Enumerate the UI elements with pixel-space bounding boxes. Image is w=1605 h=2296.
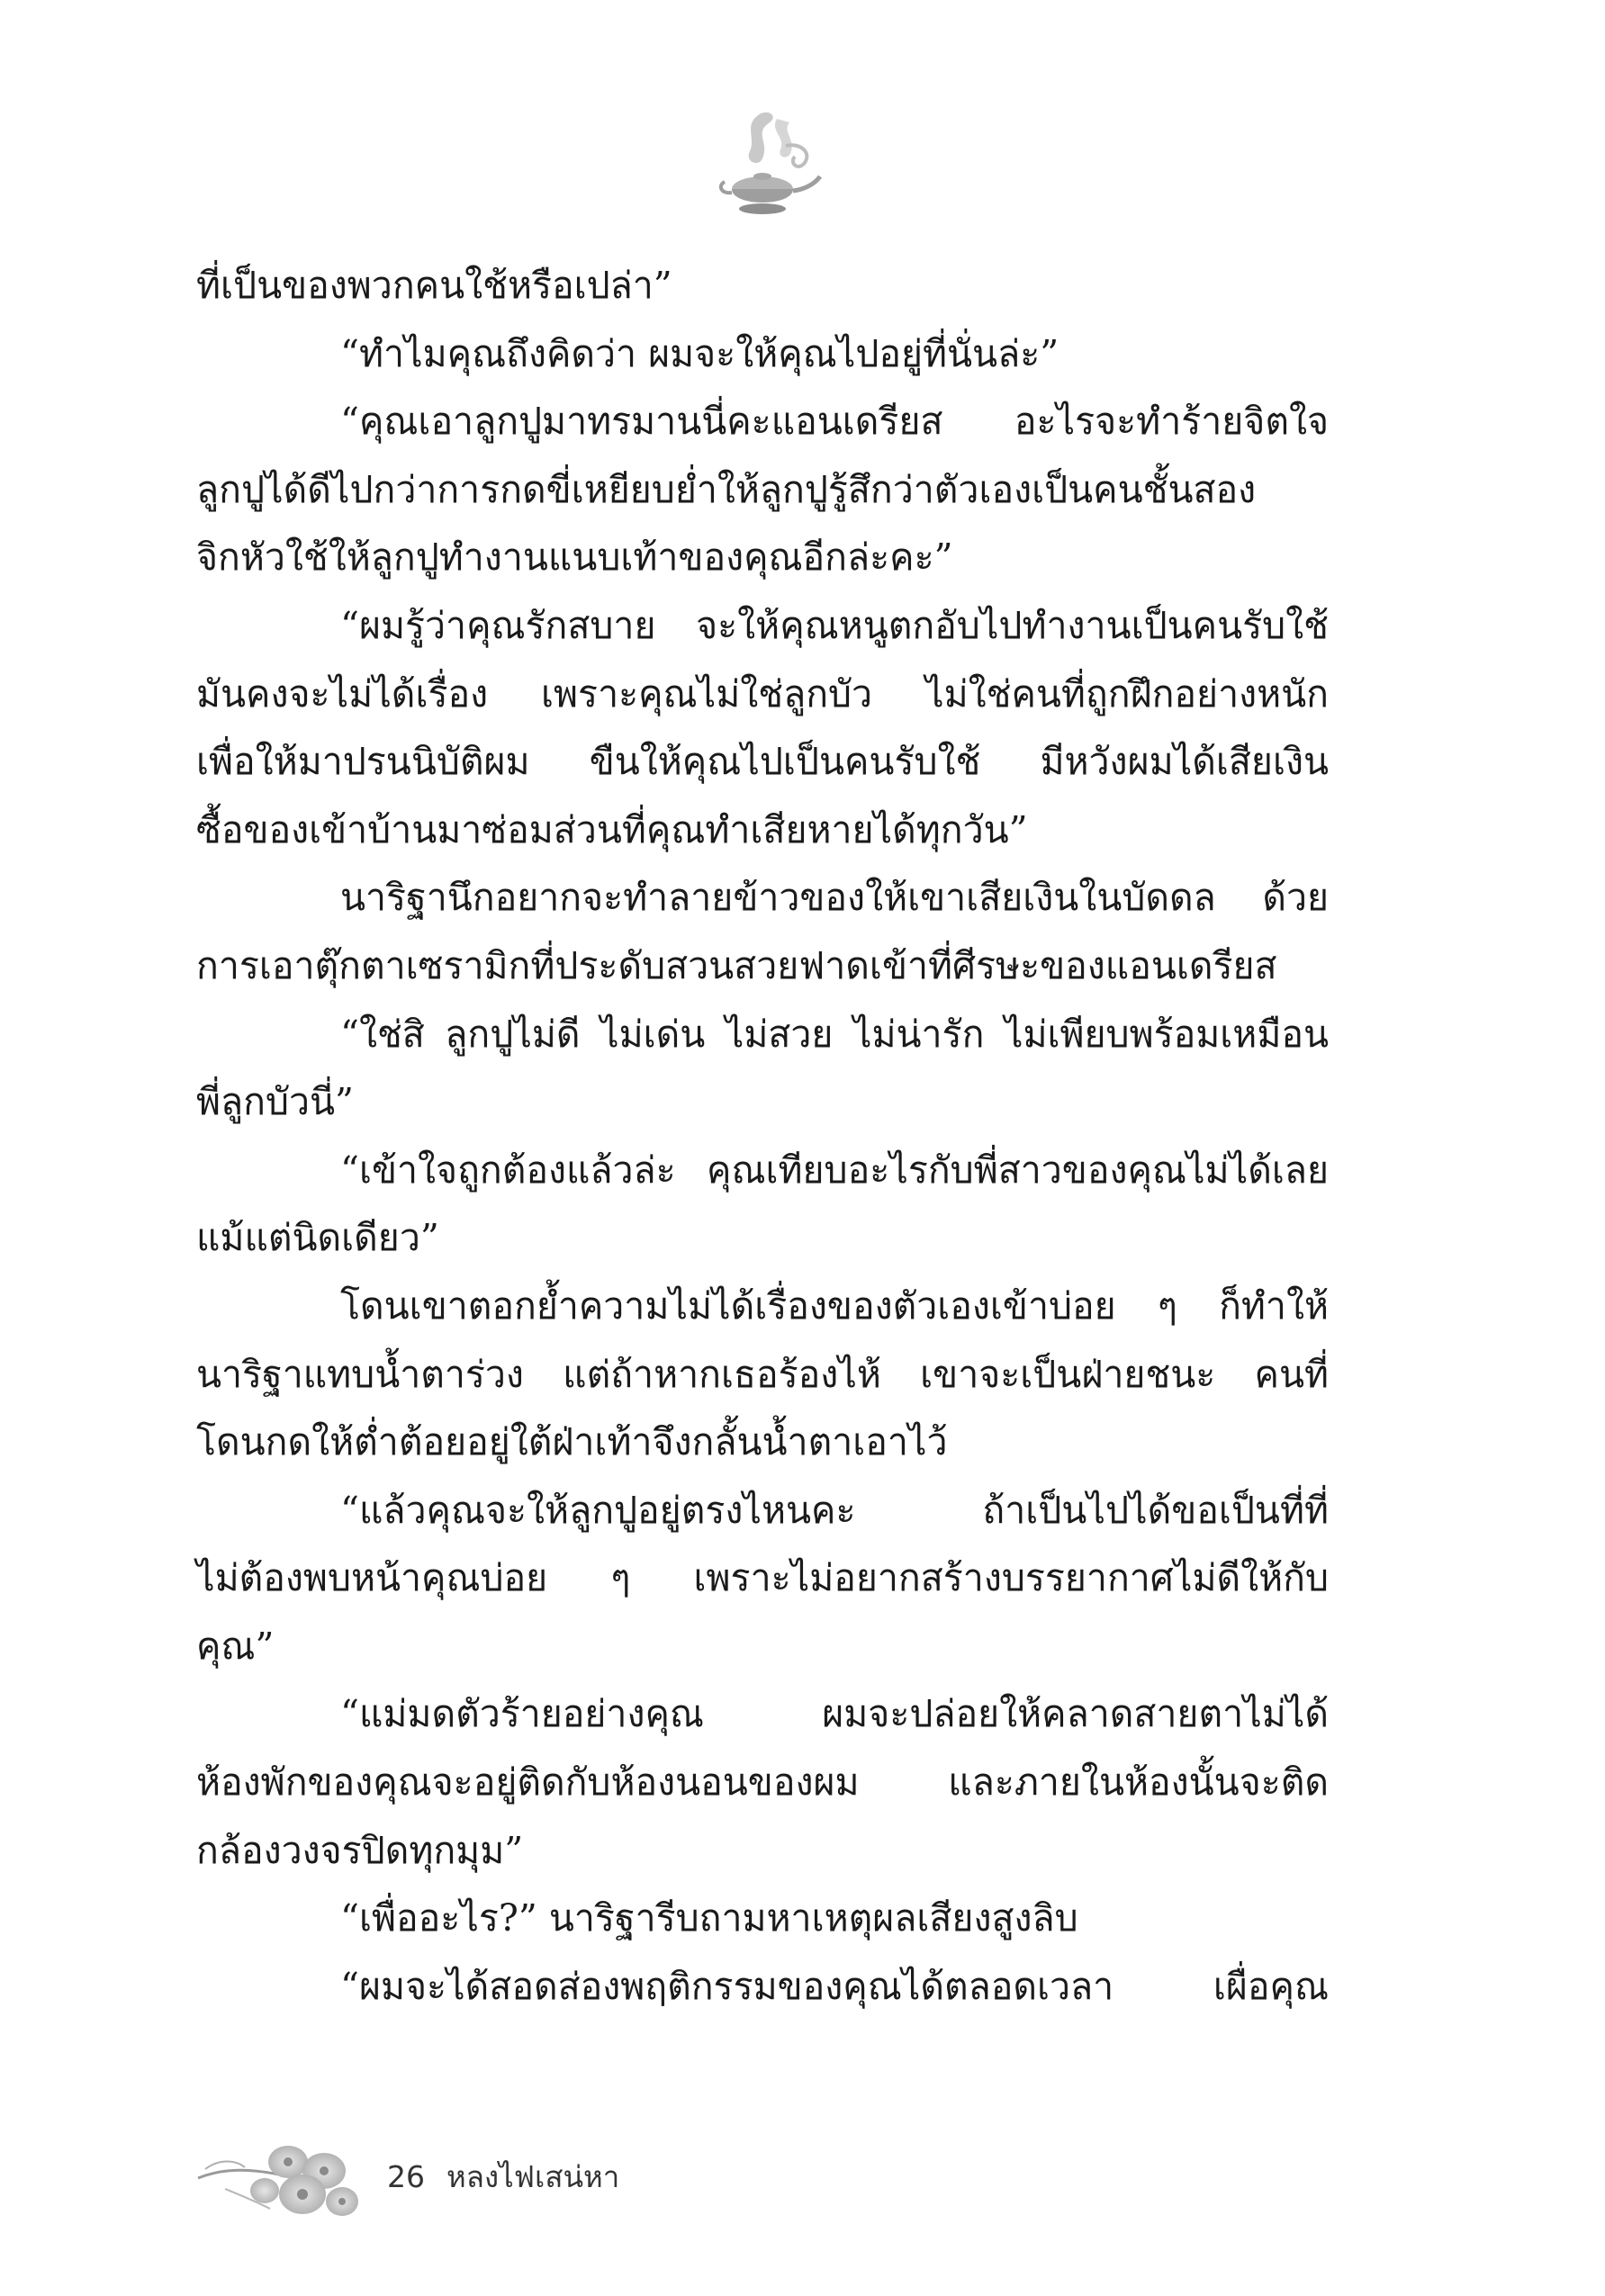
text-line: ไม่ต้องพบหน้าคุณบ่อย ๆ เพราะไม่อยากสร้างบรรยากาศไม่ดีให้กับ — [196, 1556, 1329, 1600]
page-footer — [189, 2115, 729, 2241]
text-line: “ทำไมคุณถึงคิดว่า ผมจะให้คุณไปอยู่ที่นั่นล่ะ” — [340, 331, 1059, 375]
text-line: แม้แต่นิดเดียว” — [196, 1216, 439, 1260]
text-line: เพื่อให้มาปรนนิบัติผม ขืนให้คุณไปเป็นคนรับใช้ มีหวังผมได้เสียเงิน — [196, 740, 1329, 784]
text-line: “ผมรู้ว่าคุณรักสบาย จะให้คุณหนูตกอับไปทำงานเป็นคนรับใช้ — [340, 603, 1329, 647]
text-line: ที่เป็นของพวกคนใช้หรือเปล่า” — [196, 264, 672, 307]
text-line: กล้องวงจรปิดทุกมุม” — [196, 1828, 524, 1872]
text-line: นาริฐานึกอยากจะทำลายข้าวของให้เขาเสียเงินในบัดดล ด้วย — [340, 876, 1329, 920]
text-line: “คุณเอาลูกปูมาทรมานนี่คะแอนเดรียส อะไรจะทำร้ายจิตใจ — [340, 400, 1329, 444]
text-line: คุณ” — [196, 1624, 275, 1668]
text-line: “แม่มดตัวร้ายอย่างคุณ ผมจะปล่อยให้คลาดสายตาไม่ได้ — [340, 1692, 1329, 1736]
text-line: มันคงจะไม่ได้เรื่อง เพราะคุณไม่ใช่ลูกบัว ไม่ใช่คนที่ถูกฝึกอย่างหนัก — [196, 671, 1329, 716]
text-line: โดนเขาตอกย้ำความไม่ได้เรื่องของตัวเองเข้าบ่อย ๆ ก็ทำให้ — [340, 1283, 1329, 1328]
book-title: หลงไฟเสน่หา — [446, 2159, 620, 2194]
body-text — [196, 252, 1329, 2021]
text-line: ห้องพักของคุณจะอยู่ติดกับห้องนอนของผม และภายในห้องนั้นจะติด — [196, 1760, 1329, 1805]
teapot-steam-ornament — [707, 106, 824, 232]
page-number: 26 — [387, 2159, 425, 2194]
text-line: “ใช่สิ ลูกปูไม่ดี ไม่เด่น ไม่สวย ไม่น่ารัก ไม่เพียบพร้อมเหมือน — [340, 1012, 1329, 1056]
text-line: “แล้วคุณจะให้ลูกปูอยู่ตรงไหนคะ ถ้าเป็นไปได้ขอเป็นที่ที่ — [340, 1488, 1329, 1532]
text-line: “เข้าใจถูกต้องแล้วล่ะ คุณเทียบอะไรกับพี่สาวของคุณไม่ได้เลย — [340, 1148, 1329, 1192]
text-line: ลูกปูได้ดีไปกว่าการกดขี่เหยียบย่ำให้ลูกปูรู้สึกว่าตัวเองเป็นคนชั้นสอง — [196, 467, 1257, 511]
text-line: จิกหัวใช้ให้ลูกปูทำงานแนบเท้าของคุณอีกล่ะคะ” — [196, 536, 953, 580]
footer-label — [387, 2153, 619, 2201]
flower-spray-ornament — [189, 2115, 369, 2241]
text-line: การเอาตุ๊กตาเซรามิกที่ประดับสวนสวยฟาดเข้าที่ศีรษะของแอนเดรียส — [196, 943, 1277, 987]
text-line: นาริฐาแทบน้ำตาร่วง แต่ถ้าหากเธอร้องไห้ เขาจะเป็นฝ่ายชนะ คนที่ — [196, 1352, 1329, 1396]
text-line: โดนกดให้ต่ำต้อยอยู่ใต้ฝ่าเท้าจึงกลั้นน้ำตาเอาไว้ — [196, 1420, 948, 1464]
text-line: ซื้อของเข้าบ้านมาซ่อมส่วนที่คุณทำเสียหายได้ทุกวัน” — [196, 807, 1028, 851]
text-line: “ผมจะได้สอดส่องพฤติกรรมของคุณได้ตลอดเวลา เผื่อคุณ — [340, 1964, 1329, 2008]
text-line: พี่ลูกบัวนี่” — [196, 1080, 355, 1124]
text-line: “เพื่ออะไร?” นาริฐารีบถามหาเหตุผลเสียงสูงลิบ — [340, 1896, 1078, 1940]
